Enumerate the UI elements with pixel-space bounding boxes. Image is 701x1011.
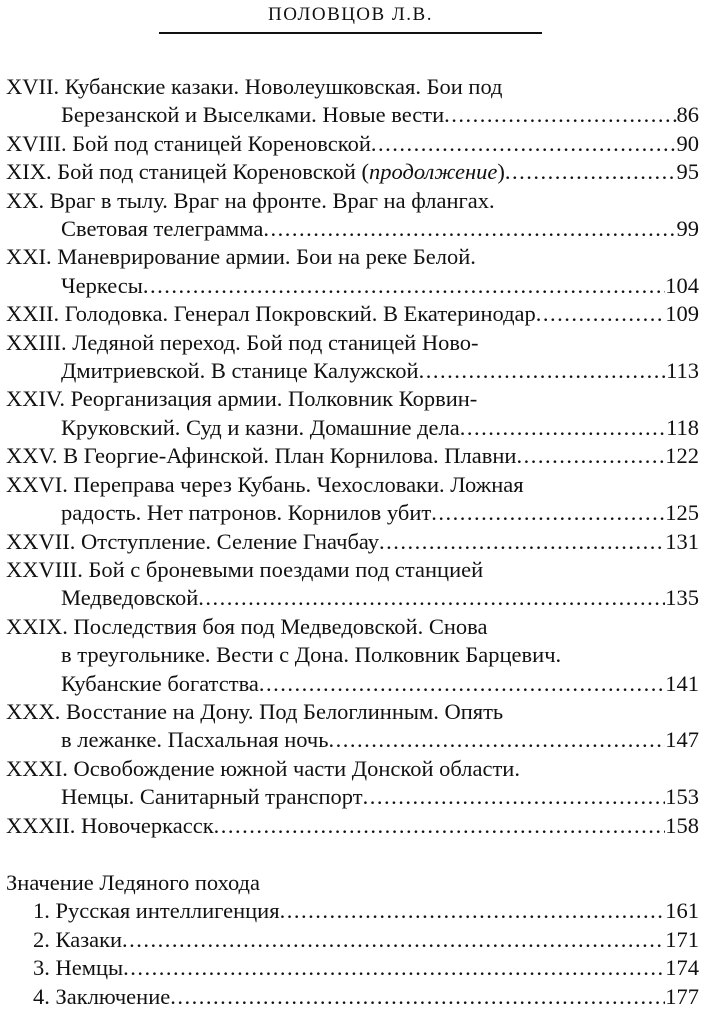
leader-dots [516, 442, 665, 470]
toc-entry-text: Медведовской [61, 585, 199, 611]
toc-entry [6, 755, 699, 812]
toc-entry-text: в лежанке. Пасхальная ночь [61, 727, 329, 753]
toc-entry [6, 243, 699, 300]
toc-page-number: 109 [665, 301, 699, 327]
leader-dots [371, 130, 677, 158]
list-item [6, 897, 699, 925]
toc-entry [6, 812, 699, 840]
toc-entry-text: XXIX. Последствия боя под Медведовской. Снова [6, 613, 488, 639]
toc-entry-text: XXV. В Георгие-Афинской. План Корнилова. Плавни [6, 443, 517, 469]
toc-entry [6, 385, 699, 442]
toc-entry-text: Кубанские богатства [61, 670, 259, 696]
toc-page-number: 118 [666, 414, 699, 440]
leader-dots [536, 300, 665, 328]
leader-dots [444, 101, 676, 129]
toc-page-number: 86 [676, 102, 699, 128]
running-head: ПОЛОВЦОВ Л.В. [268, 4, 433, 25]
leader-dots [123, 954, 665, 982]
toc-page-number: 161 [665, 898, 699, 924]
toc-entry-text: Дмитриевской. В станице Калужской [61, 358, 419, 384]
toc-entry-text: Березанской и Выселками. Новые вести [61, 102, 445, 128]
toc-entry-text: XXXI. Освобождение южной части Донской области. [6, 755, 520, 781]
leader-dots [214, 812, 666, 840]
section-gap [6, 840, 699, 869]
leader-dots [505, 158, 677, 186]
list-item [6, 954, 699, 982]
header-rule [159, 32, 542, 34]
toc-entry-text: 4. Заключение [33, 983, 171, 1009]
toc-entry-text: XVIII. Бой под станицей Кореновской [6, 130, 371, 156]
table-of-contents [6, 73, 699, 1011]
section-title: Значение Ледяного похода [6, 869, 260, 895]
toc-entry-text: XXX. Восстание на Дону. Под Белоглинным. Опять [6, 698, 504, 724]
leader-dots [170, 983, 665, 1011]
toc-entry [6, 187, 699, 244]
leader-dots [259, 670, 665, 698]
toc-page-number: 131 [665, 528, 699, 554]
list-item [6, 983, 699, 1011]
toc-page-number: 104 [665, 272, 699, 298]
leader-dots [143, 272, 665, 300]
section-items [6, 897, 699, 1011]
toc-entry [6, 73, 699, 130]
toc-page-number: 174 [665, 955, 699, 981]
toc-page-number: 99 [676, 216, 699, 242]
toc-entry-text: XXII. Голодовка. Генерал Покровский. В Екатеринодар [6, 301, 536, 327]
leader-dots [328, 726, 665, 754]
toc-entry-text: в треугольнике. Вести с Дона. Полковник Барцевич. [61, 642, 562, 668]
toc-entry-text: XIX. Бой под станицей Кореновской ( [6, 159, 369, 185]
toc-entry [6, 442, 699, 470]
toc-entry-text: 2. Казаки [33, 926, 123, 952]
toc-entry-text: XX. Враг в тылу. Враг на фронте. Враг на флангах. [6, 187, 495, 213]
toc-entry-text: Черкесы [61, 272, 143, 298]
toc-entry-text: радость. Нет патронов. Корнилов убит [61, 500, 432, 526]
toc-page-number: 113 [666, 358, 699, 384]
list-item [6, 926, 699, 954]
toc-page-number: 171 [665, 926, 699, 952]
toc-entry-text: 3. Немцы [33, 955, 124, 981]
toc-page-number: 135 [665, 585, 699, 611]
leader-dots [460, 414, 666, 442]
toc-entry-text: Круковский. Суд и казни. Домашние дела [61, 414, 460, 440]
toc-page-number: 158 [665, 812, 699, 838]
toc-page-number: 90 [676, 130, 699, 156]
toc-entry-text: XXVI. Переправа через Кубань. Чехословаки. Ложная [6, 471, 524, 497]
toc-entry [6, 556, 699, 613]
leader-dots [263, 215, 676, 243]
leader-dots [198, 584, 665, 612]
toc-page-number: 147 [665, 727, 699, 753]
leader-dots [280, 897, 666, 925]
toc-page-number: 125 [665, 500, 699, 526]
toc-entry-text: XXVII. Отступление. Селение Гначбау [6, 528, 379, 554]
leader-dots [122, 926, 665, 954]
toc-entry [6, 528, 699, 556]
leader-dots [431, 499, 665, 527]
toc-entry [6, 329, 699, 386]
toc-entry [6, 300, 699, 328]
toc-entry-text: Немцы. Санитарный транспорт [61, 784, 363, 810]
toc-entry [6, 471, 699, 528]
toc-entry [6, 130, 699, 158]
toc-entry [6, 698, 699, 755]
toc-page-number: 177 [665, 983, 699, 1009]
toc-entry-text: 1. Русская интеллигенция [33, 898, 280, 924]
toc-entry-text: XXVIII. Бой с броневыми поездами под станцией [6, 556, 484, 582]
toc-entry [6, 613, 699, 698]
toc-page-number: 95 [676, 159, 699, 185]
toc-entry-text: XVII. Кубанские казаки. Новолеушковская. Бои под [6, 74, 503, 99]
toc-entry-text: XXXII. Новочеркасск [6, 812, 214, 838]
leader-dots [419, 357, 667, 385]
toc-entry-italic: продолжение [369, 159, 498, 185]
toc-page-number: 122 [665, 443, 699, 469]
toc-entry-text: XXIII. Ледяной переход. Бой под станицей Ново- [6, 329, 479, 355]
toc-entry-text-close: ) [497, 159, 505, 185]
toc-entry [6, 158, 699, 186]
leader-dots [363, 783, 666, 811]
page-header [0, 0, 701, 40]
toc-page-number: 141 [665, 670, 699, 696]
toc-entry-text: XXIV. Реорганизация армии. Полковник Корвин- [6, 386, 478, 412]
toc-page-number: 153 [665, 784, 699, 810]
leader-dots [379, 528, 665, 556]
toc-entry-text: XXI. Маневрирование армии. Бои на реке Белой. [6, 244, 476, 270]
toc-entry-text: Световая телеграмма [61, 216, 264, 242]
